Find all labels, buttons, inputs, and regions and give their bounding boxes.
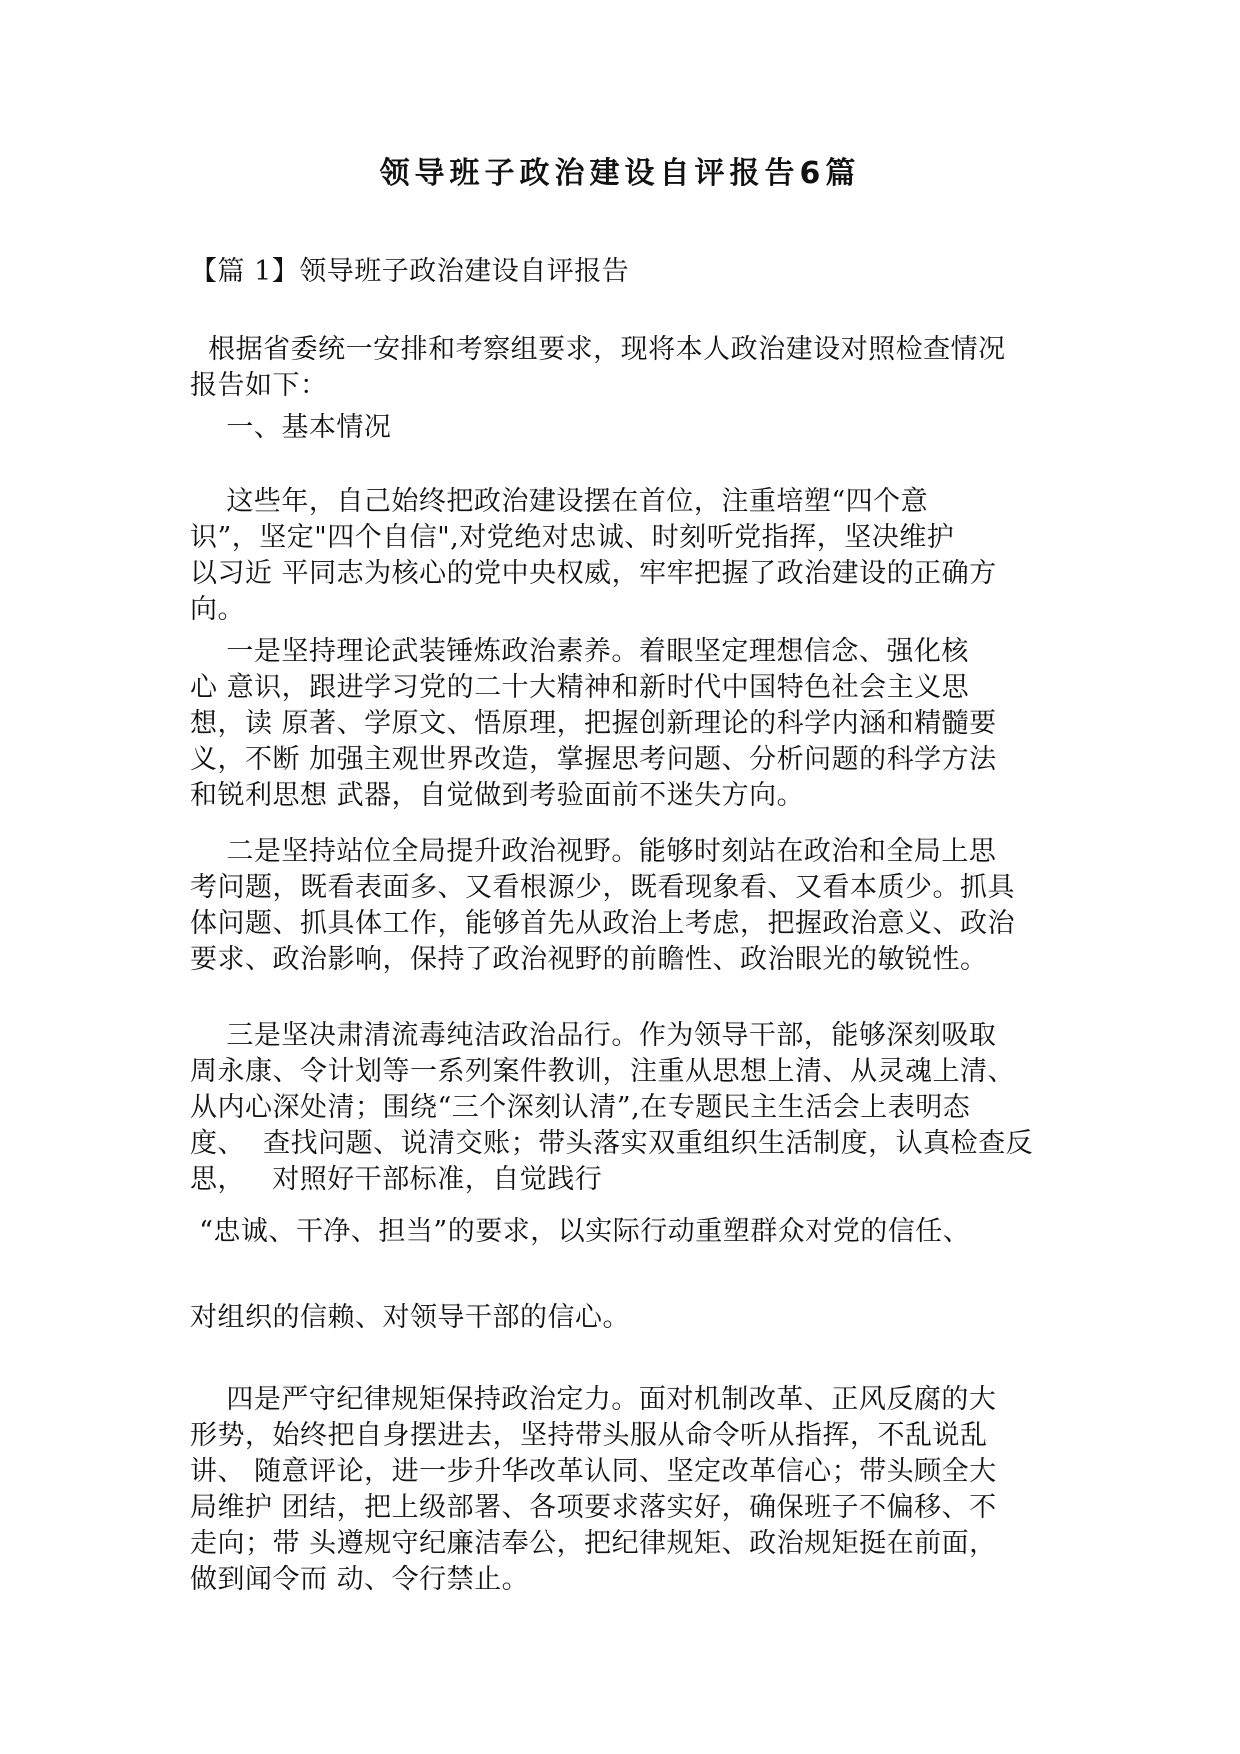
- text-line: 【篇 1】领导班子政治建设自评报告: [190, 256, 630, 287]
- text-line: 考问题，既看表面多、又看根源少，既看现象看、又看本质少。抓具: [190, 872, 1015, 903]
- text-line: 一、基本情况: [190, 412, 392, 443]
- text-line: 要求、政治影响，保持了政治视野的前瞻性、政治眼光的敏锐性。: [190, 944, 988, 975]
- heading-piece-1: [190, 254, 1070, 290]
- document-title: 领导班子政治建设自评报告6篇: [379, 156, 861, 191]
- text-line: 做到闻令而 动、令行禁止。: [190, 1564, 530, 1595]
- paragraph-point-4: [190, 1382, 1070, 1598]
- text-line: 讲、 随意评论，进一步升华改革认同、坚定改革信心；带头顾全大: [190, 1456, 997, 1487]
- text-line: 向。: [190, 594, 245, 625]
- text-line: 形势，始终把自身摆进去，坚持带头服从命令听从指挥，不乱说乱: [190, 1420, 988, 1451]
- paragraph-point-1: [190, 634, 1070, 814]
- text-line: 三是坚决肃清流毒纯洁政治品行。作为领导干部，能够深刻吸取: [190, 1020, 997, 1051]
- text-line: 局维护 团结，把上级部署、各项要求落实好，确保班子不偏移、不: [190, 1492, 997, 1523]
- text-line: 思， 对照好干部标准，自觉践行: [190, 1164, 603, 1195]
- text-line: 想，读 原著、学原文、悟原理，把握创新理论的科学内涵和精髓要: [190, 708, 997, 739]
- paragraph-point-3-end: [190, 1300, 1070, 1336]
- text-line: 和锐利思想 武器，自觉做到考验面前不迷失方向。: [190, 780, 805, 811]
- text-line: 义，不断 加强主观世界改造，掌握思考问题、分析问题的科学方法: [190, 744, 997, 775]
- text-line: 周永康、令计划等一系列案件教训，注重从思想上清、从灵魂上清、: [190, 1056, 1015, 1087]
- text-line: 根据省委统一安排和考察组要求，现将本人政治建设对照检查情况: [190, 334, 1006, 365]
- text-line: 这些年，自己始终把政治建设摆在首位，注重培塑“四个意: [190, 486, 929, 517]
- text-line: 体问题、抓具体工作，能够首先从政治上考虑，把握政治意义、政治: [190, 908, 1015, 939]
- subheading-basic-situation: [190, 410, 1070, 446]
- paragraph-overview: [190, 484, 1070, 628]
- text-line: 心 意识，跟进学习党的二十大精神和新时代中国特色社会主义思: [190, 672, 970, 703]
- text-line: 度、 查找问题、说清交账；带头落实双重组织生活制度，认真检查反: [190, 1128, 1034, 1159]
- text-line: “忠诚、干净、担当”的要求，以实际行动重塑群众对党的信任、: [190, 1216, 971, 1247]
- text-line: 识”，坚定"四个自信",对党绝对忠诚、时刻听党指挥，坚决维护: [190, 522, 955, 553]
- text-line: 二是坚持站位全局提升政治视野。能够时刻站在政治和全局上思: [190, 836, 997, 867]
- text-line: 走向；带 头遵规守纪廉洁奉公，把纪律规矩、政治规矩挺在前面，: [190, 1528, 997, 1559]
- text-line: 四是严守纪律规矩保持政治定力。面对机制改革、正风反腐的大: [190, 1384, 997, 1415]
- text-line: 一是坚持理论武装锤炼政治素养。着眼坚定理想信念、强化核: [190, 636, 969, 667]
- paragraph-point-3-continued: [190, 1214, 1070, 1250]
- text-line: 对组织的信赖、对领导干部的信心。: [190, 1302, 630, 1333]
- intro-paragraph: [190, 332, 1070, 404]
- text-line: 从内心深处清；围绕“三个深刻认清”,在专题民主生活会上表明态: [190, 1092, 971, 1123]
- text-line: 报告如下：: [190, 370, 328, 401]
- paragraph-point-2: [190, 834, 1070, 978]
- paragraph-point-3: [190, 1018, 1070, 1198]
- text-line: 以习近 平同志为核心的党中央权威，牢牢把握了政治建设的正确方: [190, 558, 997, 589]
